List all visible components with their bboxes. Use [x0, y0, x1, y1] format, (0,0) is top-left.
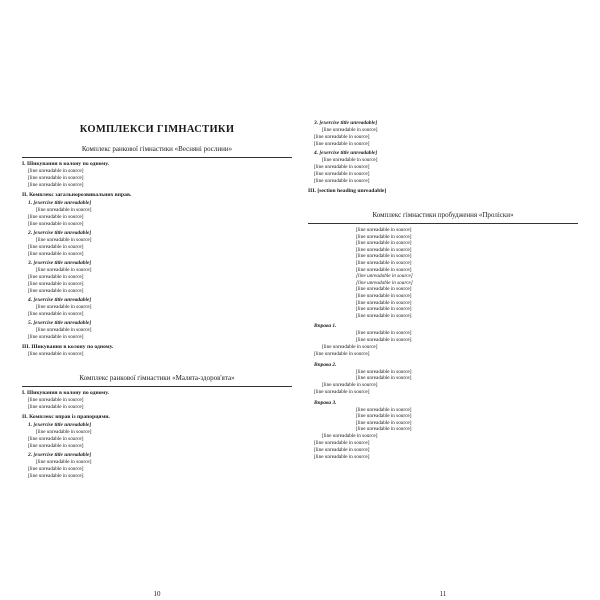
section-head: І. Шикування в колону по одному.: [22, 161, 109, 167]
exercise-label: Вправа 1.: [314, 323, 337, 330]
poem-line: [line unreadable in source]: [356, 368, 412, 375]
poem-line: [line unreadable in source]: [356, 306, 412, 313]
text-line: [line unreadable in source]: [314, 134, 370, 140]
poem-line: [line unreadable in source]: [356, 246, 412, 253]
poem-line: [line unreadable in source]: [356, 336, 412, 343]
text-line: [line unreadable in source]: [28, 288, 84, 294]
book-title: КОМПЛЕКСИ ГІМНАСТИКИ: [79, 124, 235, 135]
text-line: [line unreadable in source]: [28, 466, 84, 472]
text-line: [line unreadable in source]: [28, 244, 84, 250]
text-line: [line unreadable in source]: [314, 447, 370, 454]
poem-line: [line unreadable in source]: [356, 406, 412, 413]
poem-line: [line unreadable in source]: [356, 286, 412, 293]
poem-line: [line unreadable in source]: [356, 279, 413, 286]
text-line: [line unreadable in source]: [28, 168, 84, 174]
text-line: [line unreadable in source]: [28, 274, 84, 280]
text-line: [line unreadable in source]: [322, 433, 378, 440]
divider: [22, 386, 292, 387]
section-head: ІІІ. Шикування в колону по одному.: [22, 344, 114, 350]
text-line: [line unreadable in source]: [322, 157, 378, 163]
exercise-title: 2. [exercise title unreadable]: [28, 452, 92, 458]
text-line: [line unreadable in source]: [314, 178, 370, 184]
exercise-label: Вправа 3.: [314, 399, 337, 406]
text-line: [line unreadable in source]: [28, 334, 84, 340]
text-line: [line unreadable in source]: [28, 404, 84, 410]
text-line: [line unreadable in source]: [28, 351, 84, 357]
poem-line: [line unreadable in source]: [356, 375, 412, 382]
page-number: 11: [439, 590, 447, 598]
text-line: [line unreadable in source]: [28, 281, 84, 287]
poem-line: [line unreadable in source]: [356, 259, 412, 266]
poem-line: [line unreadable in source]: [356, 253, 412, 260]
poem-line: [line unreadable in source]: [356, 330, 412, 337]
divider: [308, 223, 578, 224]
text-line: [line unreadable in source]: [322, 381, 378, 388]
poem-line: [line unreadable in source]: [356, 292, 412, 299]
divider: [22, 157, 292, 158]
text-line: [line unreadable in source]: [28, 182, 84, 188]
complex-title-3: Комплекс гімнастики пробудження «Пролiски»: [372, 211, 514, 219]
exercise-title: 1. [exercise title unreadable]: [28, 422, 92, 428]
page-number: 10: [153, 590, 161, 598]
exercise-title: 4. [exercise title unreadable]: [28, 297, 92, 303]
text-line: [line unreadable in source]: [36, 237, 92, 243]
complex-title-2: Комплекс ранкової гімнастики «Малята-здоров'ята»: [79, 374, 235, 382]
poem-line: [line unreadable in source]: [356, 273, 413, 280]
text-line: [line unreadable in source]: [322, 127, 378, 133]
section-head: ІІІ. [section heading unreadable]: [308, 188, 387, 194]
text-line: [line unreadable in source]: [28, 443, 84, 449]
text-line: [line unreadable in source]: [28, 214, 84, 220]
exercise-title: 4. [exercise title unreadable]: [314, 150, 378, 156]
section-head: І. Шикування в колону по одному.: [22, 390, 109, 396]
section-head: ІІ. Комплекс загальнорозвивальних вправ.: [22, 192, 132, 198]
text-line: [line unreadable in source]: [36, 327, 92, 333]
text-line: [line unreadable in source]: [314, 141, 370, 147]
poem-line: [line unreadable in source]: [356, 227, 412, 233]
text-line: [line unreadable in source]: [28, 473, 84, 479]
poem-line: [line unreadable in source]: [356, 299, 412, 306]
text-line: [line unreadable in source]: [28, 251, 84, 257]
complex-title-1: Комплекс ранкової гімнастики «Весняні рослини»: [81, 145, 233, 153]
text-line: [line unreadable in source]: [28, 436, 84, 442]
poem-line: [line unreadable in source]: [356, 233, 412, 240]
poem-line: [line unreadable in source]: [356, 419, 412, 426]
text-line: [line unreadable in source]: [314, 440, 370, 447]
exercise-title: 3. [exercise title unreadable]: [28, 260, 92, 266]
text-line: [line unreadable in source]: [36, 304, 92, 310]
exercise-title: 3. [exercise title unreadable]: [314, 120, 378, 126]
section-head: ІІ. Комплекс вправ із прапорцями.: [22, 414, 110, 420]
poem-line: [line unreadable in source]: [356, 312, 412, 319]
text-line: [line unreadable in source]: [36, 459, 92, 465]
poem-line: [line unreadable in source]: [356, 413, 412, 420]
text-line: [line unreadable in source]: [28, 397, 84, 403]
text-line: [line unreadable in source]: [36, 429, 92, 435]
text-line: [line unreadable in source]: [314, 350, 370, 357]
exercise-label: Вправа 2.: [314, 361, 337, 368]
poem-line: [line unreadable in source]: [356, 426, 412, 433]
text-line: [line unreadable in source]: [322, 343, 378, 350]
poem-line: [line unreadable in source]: [356, 266, 412, 273]
exercise-title: 1. [exercise title unreadable]: [28, 200, 92, 206]
page-right: [300, 118, 586, 600]
text-line: [line unreadable in source]: [28, 175, 84, 181]
page-left: [14, 118, 300, 600]
text-line: [line unreadable in source]: [36, 207, 92, 213]
text-line: [line unreadable in source]: [314, 164, 370, 170]
text-line: [line unreadable in source]: [314, 454, 370, 461]
text-line: [line unreadable in source]: [36, 267, 92, 273]
exercise-title: 2. [exercise title unreadable]: [28, 230, 92, 236]
exercise-title: 5. [exercise title unreadable]: [28, 320, 92, 326]
text-line: [line unreadable in source]: [314, 388, 370, 395]
poem-line: [line unreadable in source]: [356, 240, 412, 247]
text-line: [line unreadable in source]: [28, 311, 84, 317]
text-line: [line unreadable in source]: [314, 171, 370, 177]
text-line: [line unreadable in source]: [28, 221, 84, 227]
